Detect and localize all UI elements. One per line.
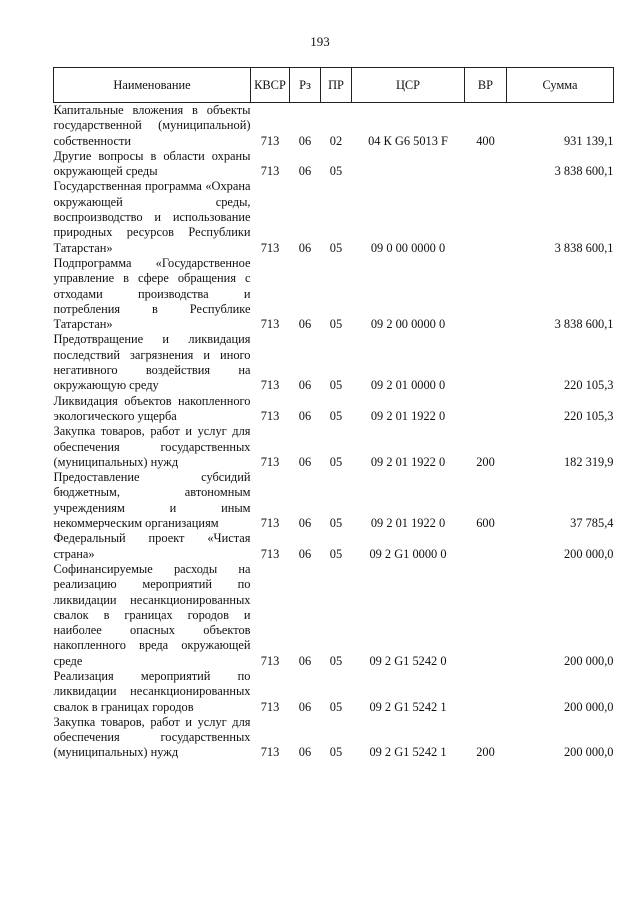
row-kvsr: 713 xyxy=(260,317,280,332)
row-pr: 05 xyxy=(329,317,343,332)
row-rz: 06 xyxy=(298,378,312,393)
row-sum: 182 319,9 xyxy=(563,454,614,469)
row-rz: 06 xyxy=(298,454,312,469)
row-kvsr: 713 xyxy=(260,408,280,423)
row-pr: 05 xyxy=(329,240,343,255)
table-row xyxy=(54,149,614,180)
row-kvsr: 713 xyxy=(260,240,280,255)
table-row xyxy=(54,424,614,470)
row-vr xyxy=(465,669,507,715)
row-rz: 06 xyxy=(298,133,312,148)
row-name: Капитальные вложения в объекты государственной (муниципальной) собственности xyxy=(53,103,251,148)
row-pr: 05 xyxy=(329,546,343,561)
row-name: Ликвидация объектов накопленного экологического ущерба xyxy=(53,393,251,423)
row-vr xyxy=(465,332,507,393)
table-row xyxy=(54,103,614,149)
row-sum: 220 105,3 xyxy=(563,408,614,423)
header-rz: Рз xyxy=(290,68,321,103)
row-kvsr: 713 xyxy=(260,133,280,148)
row-pr: 05 xyxy=(329,378,343,393)
header-vr: ВР xyxy=(465,68,507,103)
row-kvsr: 713 xyxy=(260,653,280,668)
row-vr xyxy=(465,179,507,255)
row-kvsr: 713 xyxy=(260,164,280,179)
row-csr: 09 2 00 0000 0 xyxy=(370,317,446,332)
row-pr: 05 xyxy=(329,164,343,179)
row-pr: 05 xyxy=(329,653,343,668)
row-vr: 400 xyxy=(476,133,495,148)
row-pr: 02 xyxy=(329,133,343,148)
row-name: Закупка товаров, работ и услуг для обеспечения государственных (муниципальных) нужд xyxy=(53,714,251,760)
row-kvsr: 713 xyxy=(260,745,280,760)
header-csr: ЦСР xyxy=(352,68,465,103)
header-name: Наименование xyxy=(54,68,251,103)
row-pr: 05 xyxy=(329,699,343,714)
row-csr: 09 2 G1 0000 0 xyxy=(369,546,447,561)
row-pr: 05 xyxy=(329,745,343,760)
row-rz: 06 xyxy=(298,164,312,179)
budget-table xyxy=(53,67,614,761)
table-row xyxy=(54,256,614,332)
row-pr: 05 xyxy=(329,516,343,531)
row-vr xyxy=(465,562,507,669)
row-kvsr: 713 xyxy=(260,378,280,393)
row-sum: 220 105,3 xyxy=(563,378,614,393)
row-rz: 06 xyxy=(298,745,312,760)
row-vr: 200 xyxy=(476,745,495,760)
table-row xyxy=(54,715,614,761)
row-vr xyxy=(465,256,507,332)
row-csr: 04 К G6 5013 F xyxy=(368,133,448,148)
row-sum: 200 000,0 xyxy=(563,745,614,760)
row-kvsr: 713 xyxy=(260,454,280,469)
row-sum: 3 838 600,1 xyxy=(554,164,614,179)
row-sum: 200 000,0 xyxy=(563,699,614,714)
table-row xyxy=(54,394,614,425)
row-sum: 3 838 600,1 xyxy=(554,317,614,332)
row-pr: 05 xyxy=(329,454,343,469)
row-sum: 200 000,0 xyxy=(563,653,614,668)
row-rz: 06 xyxy=(298,699,312,714)
row-kvsr: 713 xyxy=(260,699,280,714)
row-vr xyxy=(465,394,507,425)
row-kvsr: 713 xyxy=(260,546,280,561)
row-pr: 05 xyxy=(329,408,343,423)
table-row xyxy=(54,470,614,531)
row-vr: 200 xyxy=(476,454,495,469)
row-csr: 09 2 01 1922 0 xyxy=(370,408,446,423)
row-name: Предоставление субсидий бюджетным, автономным учреждениям и иным некоммерческим организациям xyxy=(53,470,251,531)
row-csr xyxy=(352,149,465,180)
row-csr: 09 2 G1 5242 0 xyxy=(369,653,447,668)
row-sum: 931 139,1 xyxy=(563,133,614,148)
header-sum: Сумма xyxy=(507,68,614,103)
row-name: Реализация мероприятий по ликвидации несанкционированных свалок в границах городов xyxy=(53,668,251,714)
table-row xyxy=(54,669,614,715)
row-rz: 06 xyxy=(298,317,312,332)
row-csr: 09 2 01 1922 0 xyxy=(370,454,446,469)
row-rz: 06 xyxy=(298,546,312,561)
row-kvsr: 713 xyxy=(260,516,280,531)
table-row xyxy=(54,562,614,669)
row-rz: 06 xyxy=(298,240,312,255)
page-number: 193 xyxy=(310,34,330,49)
row-vr: 600 xyxy=(476,516,495,531)
row-csr: 09 0 00 0000 0 xyxy=(370,240,446,255)
row-vr xyxy=(465,149,507,180)
row-name: Другие вопросы в области охраны окружающей среды xyxy=(53,148,251,179)
row-rz: 06 xyxy=(298,516,312,531)
row-sum: 3 838 600,1 xyxy=(554,240,614,255)
table-row xyxy=(54,531,614,562)
row-name: Софинансируемые расходы на реализацию мероприятий по ликвидации несанкционированных свалок в границах городов и наиболее опасных объектов накопленного вреда окружающей среде xyxy=(53,561,251,668)
row-name: Федеральный проект «Чистая страна» xyxy=(53,531,251,561)
row-csr: 09 2 G1 5242 1 xyxy=(369,699,447,714)
row-csr: 09 2 01 1922 0 xyxy=(370,516,446,531)
table-row xyxy=(54,332,614,393)
row-rz: 06 xyxy=(298,653,312,668)
header-kvsr: КВСР xyxy=(251,68,290,103)
row-sum: 37 785,4 xyxy=(570,516,614,531)
row-name: Государственная программа «Охрана окружающей среды, воспроизводство и использование природных ресурсов Республики Татарстан» xyxy=(53,179,251,255)
row-vr xyxy=(465,531,507,562)
row-name: Подпрограмма «Государственное управление в сфере обращения с отходами производства и потребления в Республике Татарстан» xyxy=(53,255,251,332)
header-pr: ПР xyxy=(321,68,352,103)
row-csr: 09 2 G1 5242 1 xyxy=(369,745,447,760)
row-csr: 09 2 01 0000 0 xyxy=(370,378,446,393)
row-rz: 06 xyxy=(298,408,312,423)
row-name: Предотвращение и ликвидация последствий загрязнения и иного негативного воздействия на окружающую среду xyxy=(53,332,251,393)
row-name: Закупка товаров, работ и услуг для обеспечения государственных (муниципальных) нужд xyxy=(53,424,251,469)
table-row xyxy=(54,179,614,255)
row-sum: 200 000,0 xyxy=(563,546,614,561)
table-header-row xyxy=(54,68,614,103)
